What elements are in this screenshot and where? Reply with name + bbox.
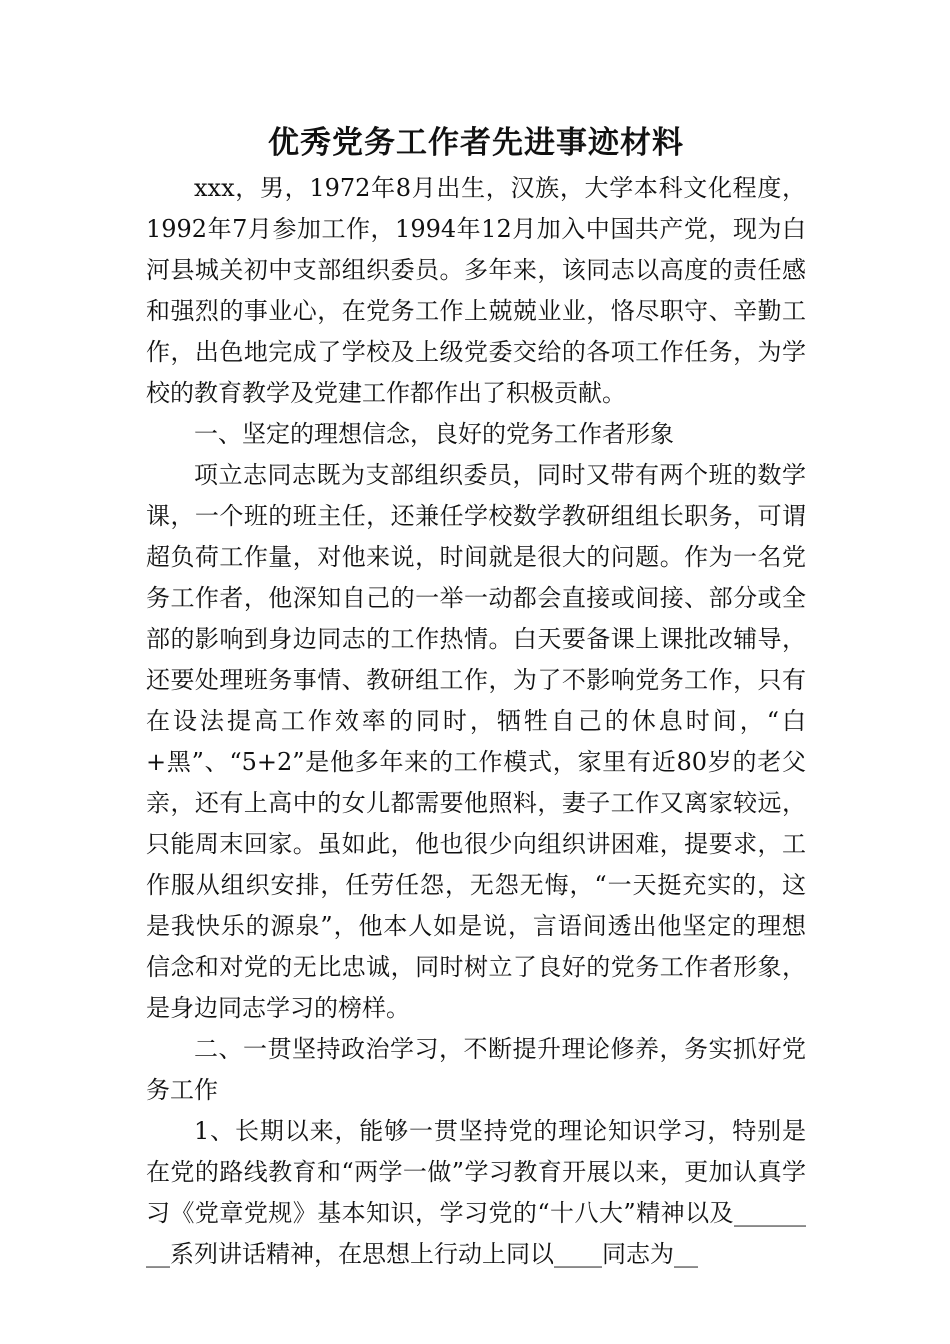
document-title: 优秀党务工作者先进事迹材料 (268, 125, 684, 161)
section-2-item-1: 1、长期以来，能够一贯坚持党的理论知识学习，特别是在党的路线教育和“两学一做”学习教育开展以来，更加认真学习《党章党规》基本知识，学习党的“十八大”精神以及________系列讲话精神，在思想上行动上同以____同志为__ (146, 1117, 806, 1268)
section-2-heading: 二、一贯坚持政治学习，不断提升理论修养，务实抓好党务工作 (146, 1035, 806, 1104)
intro-paragraph: xxx，男，1972年8月出生，汉族，大学本科文化程度，1992年7月参加工作，1994年12月加入中国共产党，现为白河县城关初中支部组织委员。多年来，该同志以高度的责任感和强烈的事业心，在党务工作上兢兢业业，恪尽职守、辛勤工作，出色地完成了学校及上级党委交给的各项工作任务，为学校的教育教学及党建工作都作出了积极贡献。 (146, 174, 806, 407)
document-page (146, 118, 806, 1275)
section-1-paragraph: 项立志同志既为支部组织委员，同时又带有两个班的数学课，一个班的班主任，还兼任学校数学教研组组长职务，可谓超负荷工作量，对他来说，时间就是很大的问题。作为一名党务工作者，他深知自己的一举一动都会直接或间接、部分或全部的影响到身边同志的工作热情。白天要备课上课批改辅导，还要处理班务事情、教研组工作，为了不影响党务工作，只有在设法提高工作效率的同时，牺牲自己的休息时间，“白+黑”、“5+2”是他多年来的工作模式，家里有近80岁的老父亲，还有上高中的女儿都需要他照料，妻子工作又离家较远，只能周末回家。虽如此，他也很少向组织讲困难，提要求，工作服从组织安排，任劳任怨，无怨无悔，“一天挺充实的，这是我快乐的源泉”，他本人如是说，言语间透出他坚定的理想信念和对党的无比忠诚，同时树立了良好的党务工作者形象，是身边同志学习的榜样。 (146, 461, 806, 1022)
section-1-heading: 一、坚定的理想信念，良好的党务工作者形象 (194, 420, 674, 448)
